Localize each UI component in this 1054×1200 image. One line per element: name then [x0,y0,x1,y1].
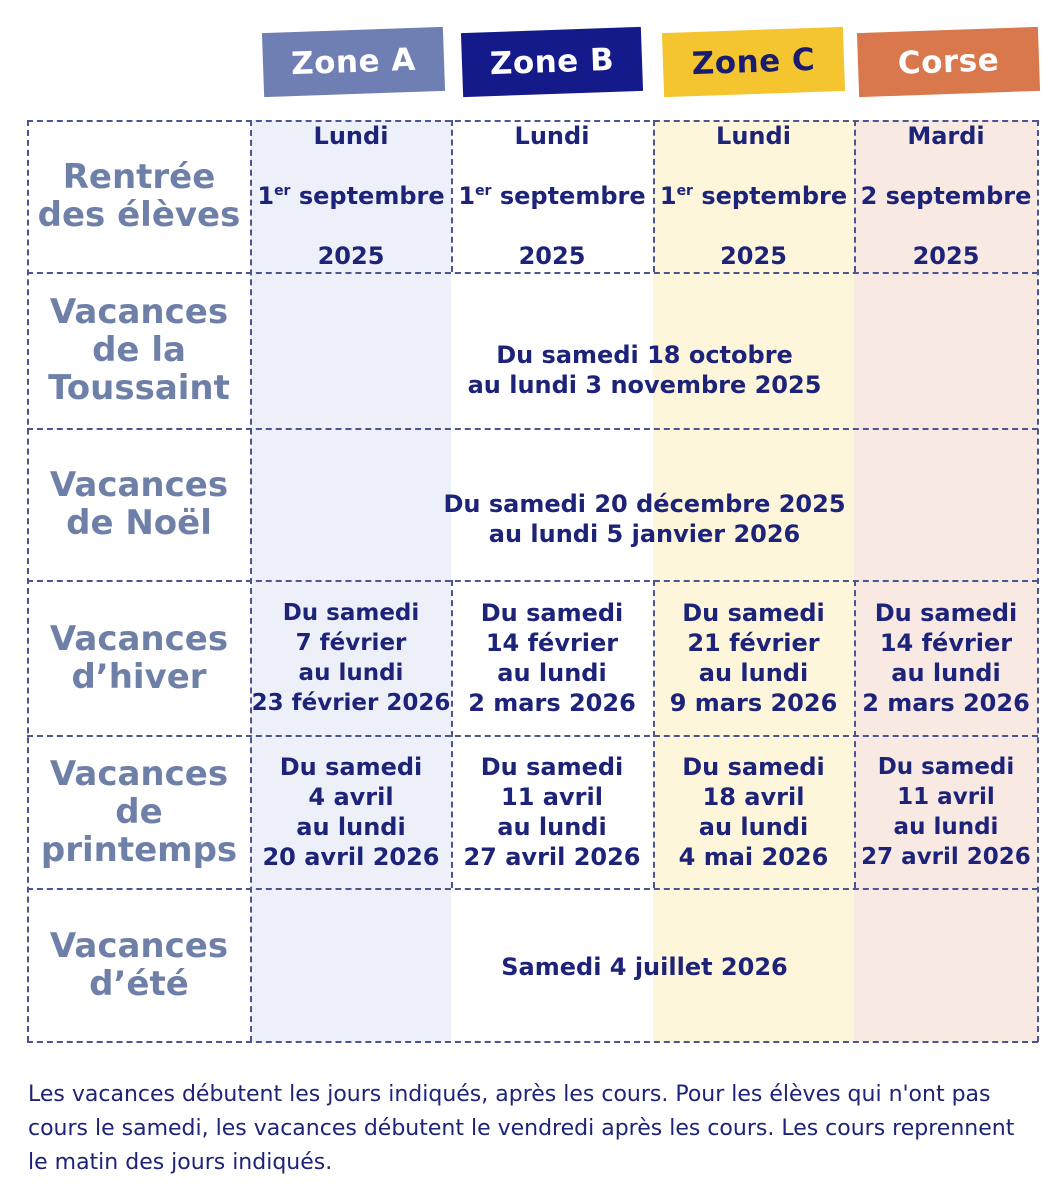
printemps-zone-a: Du samedi 4 avril au lundi 20 avril 2026 [262,752,440,871]
row-label-ete: Vacances d’été [49,925,229,1004]
printemps-zone-b: Du samedi 11 avril au lundi 27 avril 2026 [463,752,641,871]
row-label-rentree: Rentrée des élèves [37,157,241,235]
noel-all-zones: Du samedi 20 décembre 2025 au lundi 5 janvier 2026 [443,490,846,548]
hiver-zone-b: Du samedi 14 février au lundi 2 mars 2026 [468,598,636,717]
rentree-corse: Mardi 2 septembre 2025 [860,122,1032,270]
toussaint-all-zones: Du samedi 18 octobre au lundi 3 novembre 2025 [467,341,822,399]
rentree-zone-a: Lundi 1er septembre 2025 [257,122,445,270]
rentree-zone-c: Lundi 1er septembre 2025 [659,122,848,270]
printemps-corse: Du samedi 11 avril au lundi 27 avril 2026 [861,753,1031,870]
zone-a-header: Zone A [262,27,445,97]
row-label-toussaint: Vacances de la Toussaint [48,292,230,408]
footnote: Les vacances débutent les jours indiqués, après les cours. Pour les élèves qui n'ont pas cours le samedi, les vacances débutent le vendredi après les cours. Les cours reprennent le matin des jours indiqués. [28,1082,1015,1175]
rentree-zone-b: Lundi 1er septembre 2025 [458,122,646,270]
hiver-zone-c: Du samedi 21 février au lundi 9 mars 2026 [669,598,838,717]
row-label-printemps: Vacances de printemps [40,753,238,870]
printemps-zone-c: Du samedi 18 avril au lundi 4 mai 2026 [678,752,829,871]
zone-b-header: Zone B [461,27,643,97]
hiver-corse: Du samedi 14 février au lundi 2 mars 2026 [862,598,1030,717]
row-label-noel: Vacances de Noël [49,465,229,543]
ete-all-zones: Samedi 4 juillet 2026 [501,953,788,981]
row-label-hiver: Vacances d’hiver [49,618,229,697]
corse-header: Corse [857,27,1040,97]
hiver-zone-a: Du samedi 7 février au lundi 23 février 2026 [251,599,451,716]
zone-c-header: Zone C [662,27,845,97]
